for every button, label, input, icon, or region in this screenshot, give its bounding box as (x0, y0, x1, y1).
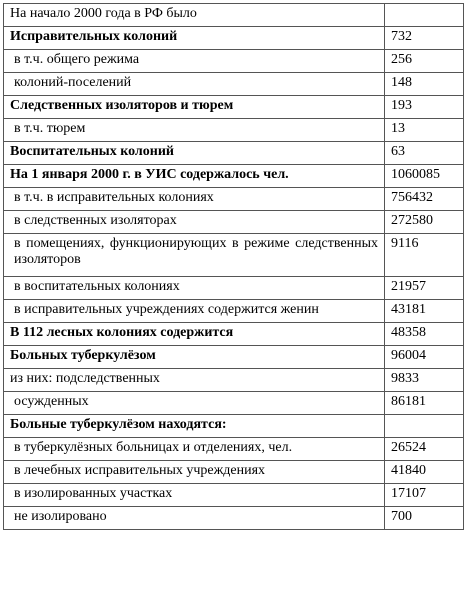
table-row (4, 300, 464, 323)
table-row (4, 438, 464, 461)
row-label: На 1 января 2000 г. в УИС содержалось чел. (4, 165, 385, 188)
table-row (4, 346, 464, 369)
table-row (4, 234, 464, 277)
row-label: Больные туберкулёзом находятся: (4, 415, 385, 438)
row-value: 17107 (385, 484, 464, 507)
row-value: 13 (385, 119, 464, 142)
row-label: в т.ч. тюрем (4, 119, 385, 142)
table-row (4, 4, 464, 27)
row-label: На начало 2000 года в РФ было (4, 4, 385, 27)
table-row (4, 323, 464, 346)
row-value: 732 (385, 27, 464, 50)
row-label: в помещениях, функционирующих в режиме следственных изоляторов (4, 234, 385, 277)
row-label: В 112 лесных колониях содержится (4, 323, 385, 346)
row-label: в лечебных исправительных учреждениях (4, 461, 385, 484)
row-label: Воспитательных колоний (4, 142, 385, 165)
table-row (4, 507, 464, 530)
table-row (4, 50, 464, 73)
row-label: в т.ч. общего режима (4, 50, 385, 73)
row-value: 43181 (385, 300, 464, 323)
row-value: 193 (385, 96, 464, 119)
row-value: 256 (385, 50, 464, 73)
row-label: осужденных (4, 392, 385, 415)
table-row (4, 119, 464, 142)
table-row (4, 484, 464, 507)
row-value: 26524 (385, 438, 464, 461)
row-label: в воспитательных колониях (4, 277, 385, 300)
row-value (385, 4, 464, 27)
table-row (4, 142, 464, 165)
row-label: в т.ч. в исправительных колониях (4, 188, 385, 211)
row-value (385, 415, 464, 438)
row-label: Исправительных колоний (4, 27, 385, 50)
row-value: 9116 (385, 234, 464, 277)
table-row (4, 392, 464, 415)
row-value: 756432 (385, 188, 464, 211)
row-label: не изолировано (4, 507, 385, 530)
row-value: 700 (385, 507, 464, 530)
row-value: 86181 (385, 392, 464, 415)
table-row (4, 96, 464, 119)
row-value: 48358 (385, 323, 464, 346)
row-value: 96004 (385, 346, 464, 369)
table-row (4, 188, 464, 211)
table-row (4, 73, 464, 96)
statistics-table (3, 3, 464, 530)
row-value: 9833 (385, 369, 464, 392)
row-value: 41840 (385, 461, 464, 484)
row-label: колоний-поселений (4, 73, 385, 96)
table-row (4, 415, 464, 438)
row-value: 63 (385, 142, 464, 165)
row-value: 21957 (385, 277, 464, 300)
row-value: 1060085 (385, 165, 464, 188)
table-row (4, 277, 464, 300)
table-row (4, 461, 464, 484)
row-value: 148 (385, 73, 464, 96)
row-label: Бoльных туберкулёзом (4, 346, 385, 369)
table-row (4, 165, 464, 188)
row-label: в изолированных участках (4, 484, 385, 507)
row-label: в следственных изоляторах (4, 211, 385, 234)
row-label: в туберкулёзных больницах и отделениях, чел. (4, 438, 385, 461)
row-label: из них: подследственных (4, 369, 385, 392)
table-row (4, 211, 464, 234)
row-label: в исправительных учреждениях содержится женин (4, 300, 385, 323)
table-row (4, 369, 464, 392)
row-value: 272580 (385, 211, 464, 234)
row-label: Следственных изоляторов и тюрем (4, 96, 385, 119)
table-row (4, 27, 464, 50)
